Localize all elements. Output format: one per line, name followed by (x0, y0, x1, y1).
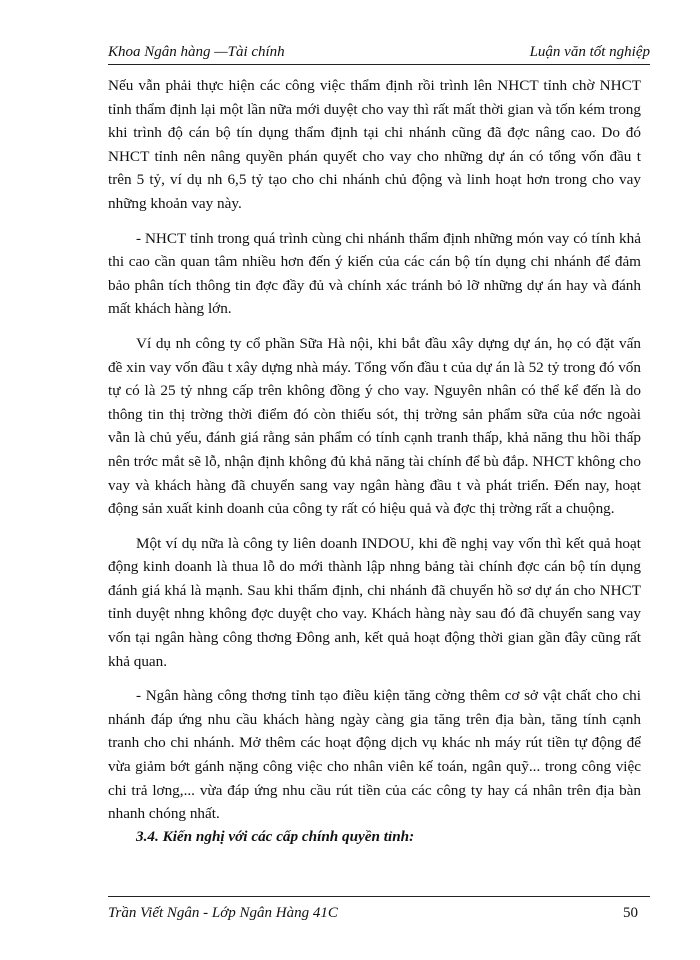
header-document-type: Luận văn tốt nghiệp (529, 44, 650, 60)
page-header (108, 44, 650, 65)
paragraph: Ví dụ nh công ty cổ phần Sữa Hà nội, khi bắt đầu xây dựng dự án, họ có đặt vấn đề xin vay vốn đầu t xây dựng nhà máy. Tổng vốn đầu t của dự án là 52 tỷ trong đó vốn tự có là 25 tỷ nhng cấp trên không đồng ý cho vay. Nguyên nhân có thể kể đến là do thông tin thị trờng thời điểm đó còn thiếu sót, thị trờng sản phẩm sữa của nớc ngoài vẫn là chủ yếu, đánh giá rằng sản phẩm có tính cạnh tranh thấp, khả năng thu hồi thấp nên trớc mắt sẽ lỗ, nhận định không đủ khả năng tài chính để bù đắp. NHCT không cho vay và khách hàng đã chuyển sang vay ngân hàng đầu t và phát triển. Đến nay, hoạt động sản xuất kinh doanh của công ty rất có hiệu quả và đợc thị trờng rất a chuộng. (108, 334, 641, 518)
footer-author: Trần Viết Ngân - Lớp Ngân Hàng 41C (108, 905, 338, 921)
paragraph: Một ví dụ nữa là công ty liên doanh INDOU, khi đề nghị vay vốn thì kết quả hoạt động kinh doanh là thua lỗ do mới thành lập nhng bảng tài chính đợc cán bộ tín dụng đánh giá khá là mạnh. Sau khi thẩm định, chi nhánh đã chuyển hồ sơ dự án cho NHCT tỉnh duyệt nhng không đợc duyệt cho vay. Khách hàng này sau đó đã chuyển sang vay vốn tại ngân hàng công thơng Đông anh, kết quả hoạt động thời gian gần đây cũng rất khả quan. (108, 534, 641, 670)
header-faculty: Khoa Ngân hàng —Tài chính (108, 44, 285, 60)
paragraph: - NHCT tỉnh trong quá trình cùng chi nhánh thẩm định những món vay có tính khả thi cao cần quan tâm nhiều hơn đến ý kiến của các cán bộ tín dụng chi nhánh để đảm bảo phân tích thông tin đợc đầy đủ và chính xác tránh bỏ lỡ những dự án hay và đánh mất khách hàng lớn. (108, 229, 641, 318)
page-footer (108, 896, 650, 921)
paragraph: - Ngân hàng công thơng tỉnh tạo điều kiện tăng cờng thêm cơ sở vật chất cho chi nhánh đáp ứng nhu cầu khách hàng ngày càng gia tăng trên địa bàn, tăng tính cạnh tranh cho chi nhánh. Mở thêm các hoạt động dịch vụ khác nh máy rút tiền tự động để vừa giảm bớt gánh nặng công việc cho nhân viên kế toán, ngân quỹ... trong công việc chi trả lơng,... vừa đáp ứng nhu cầu rút tiền của các công ty hay cá nhân trên địa bàn nhanh chóng nhất. (108, 687, 641, 823)
page-number: 50 (623, 905, 638, 921)
section-heading: 3.4. Kiến nghị với các cấp chính quyền tỉnh: (136, 828, 415, 845)
paragraph: Nếu vẫn phải thực hiện các công việc thẩm định rồi trình lên NHCT tỉnh chờ NHCT tỉnh thẩm định lại một lần nữa mới duyệt cho vay thì rất mất thời gian và tốn kém trong khi trình độ cán bộ tín dụng thẩm định tại chi nhánh cũng đã đợc nâng cao. Do đó NHCT tỉnh nên nâng quyền phán quyết cho vay cho những dự án có tổng vốn đầu t trên 5 tỷ, ví dụ nh 6,5 tỷ tạo cho chi nhánh chủ động và linh hoạt hơn trong cho vay những khoản vay này. (108, 77, 641, 212)
body-text (108, 74, 641, 837)
